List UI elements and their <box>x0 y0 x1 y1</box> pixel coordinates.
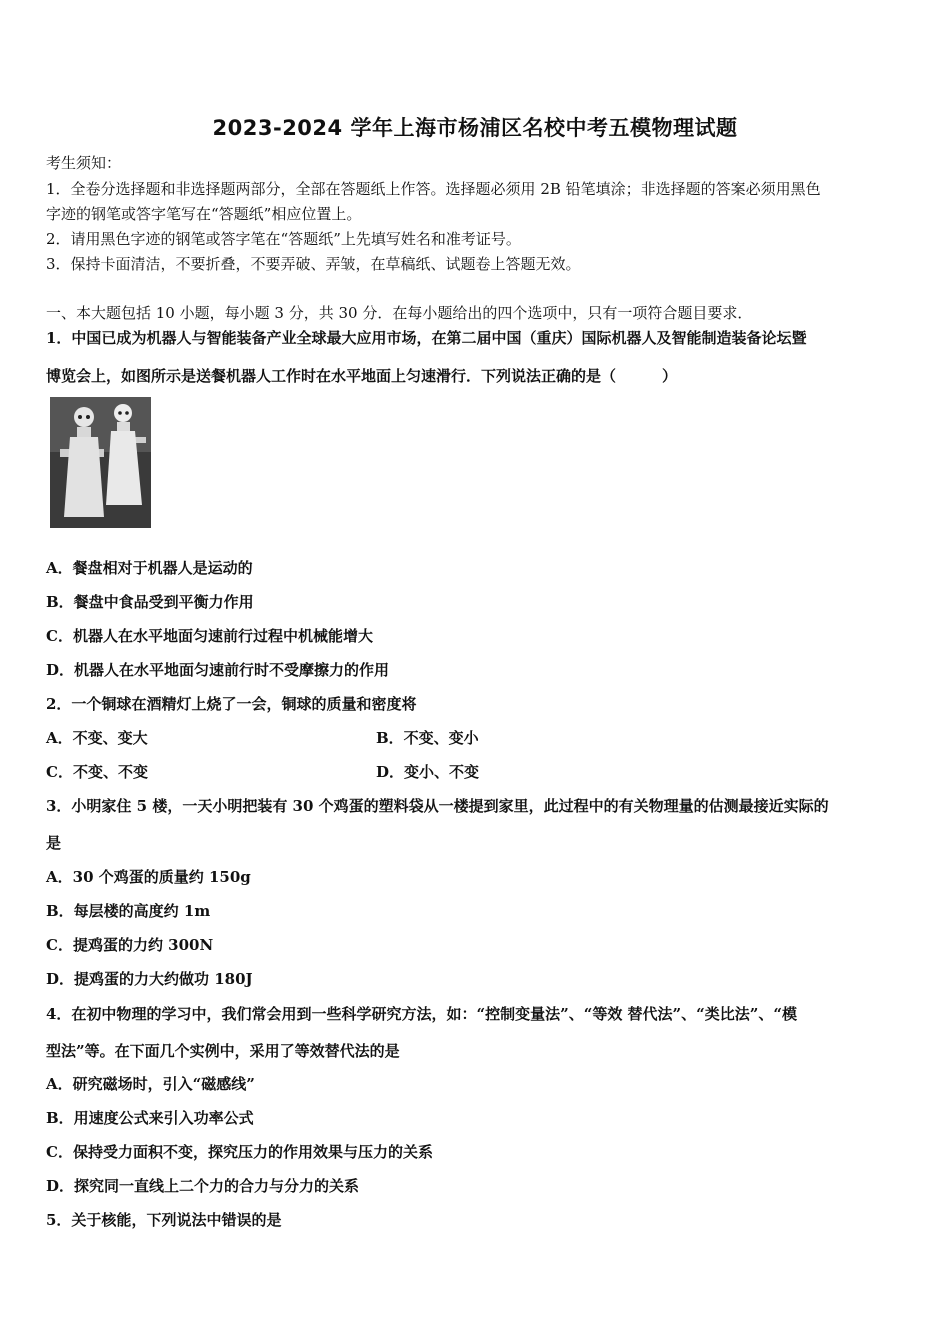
q5-stem: 5．关于核能，下列说法中错误的是 <box>46 1211 282 1229</box>
q1-option-a: A．餐盘相对于机器人是运动的 <box>46 559 253 577</box>
q1-option-c: C．机器人在水平地面匀速前行过程中机械能增大 <box>46 627 373 645</box>
notice-line-2: 字迹的钢笔或答字笔写在“答题纸”相应位置上。 <box>46 205 362 223</box>
q3-option-c: C．提鸡蛋的力约 300N <box>46 936 214 954</box>
q1-close-paren: ） <box>662 367 678 385</box>
q4-stem-line-2: 型法”等。在下面几个实例中，采用了等效替代法的是 <box>46 1042 400 1060</box>
q3-stem-line-1: 3．小明家住 5 楼，一天小明把装有 30 个鸡蛋的塑料袋从一楼提到家里，此过程中的有关物理量的估测最接近实际的 <box>46 797 829 815</box>
notice-line-4: 3．保持卡面清洁，不要折叠，不要弄破、弄皱，在草稿纸、试题卷上答题无效。 <box>46 255 581 273</box>
q1-stem-line-2 <box>46 365 677 386</box>
q2-option-d: D．变小、不变 <box>376 763 480 781</box>
q1-option-d: D．机器人在水平地面匀速前行时不受摩擦力的作用 <box>46 661 390 679</box>
robots-illustration <box>50 397 151 528</box>
q3-option-b: B．每层楼的高度约 1m <box>46 902 211 920</box>
q3-option-d: D．提鸡蛋的力大约做功 180J <box>46 970 253 988</box>
q4-stem-line-1: 4．在初中物理的学习中，我们常会用到一些科学研究方法，如：“控制变量法”、“等效 替代法”、“类比法”、“模 <box>46 1005 798 1023</box>
q4-option-b: B．用速度公式来引入功率公式 <box>46 1109 254 1127</box>
notice-heading: 考生须知： <box>46 154 122 172</box>
q2-stem: 2．一个铜球在酒精灯上烧了一会，铜球的质量和密度将 <box>46 695 417 713</box>
delivery-robots-photo <box>50 397 151 528</box>
exam-title: 2023-2024 学年上海市杨浦区名校中考五模物理试题 <box>212 116 738 140</box>
q1-stem-text: 博览会上，如图所示是送餐机器人工作时在水平地面上匀速滑行．下列说法正确的是（ <box>46 367 617 385</box>
q1-option-b: B．餐盘中食品受到平衡力作用 <box>46 593 254 611</box>
q3-stem-line-2: 是 <box>46 834 62 852</box>
q1-stem-line-1: 1．中国已成为机器人与智能装备产业全球最大应用市场，在第二届中国（重庆）国际机器人及智能制造装备论坛暨 <box>46 329 807 347</box>
notice-line-3: 2．请用黑色字迹的钢笔或答字笔在“答题纸”上先填写姓名和准考证号。 <box>46 230 521 248</box>
section-instructions: 一、本大题包括 10 小题，每小题 3 分，共 30 分．在每小题给出的四个选项中，只有一项符合题目要求． <box>46 304 753 322</box>
q2-option-c: C．不变、不变 <box>46 763 148 781</box>
q2-option-a: A．不变、变大 <box>46 729 148 747</box>
q3-option-a: A．30 个鸡蛋的质量约 150g <box>46 868 251 886</box>
q4-option-d: D．探究同一直线上二个力的合力与分力的关系 <box>46 1177 360 1195</box>
q2-option-b: B．不变、变小 <box>376 729 479 747</box>
notice-line-1: 1．全卷分选择题和非选择题两部分，全部在答题纸上作答。选择题必须用 2B 铅笔填涂；非选择题的答案必须用黑色 <box>46 180 821 198</box>
q4-option-a: A．研究磁场时，引入“磁感线” <box>46 1075 255 1093</box>
q4-option-c: C．保持受力面积不变，探究压力的作用效果与压力的关系 <box>46 1143 433 1161</box>
